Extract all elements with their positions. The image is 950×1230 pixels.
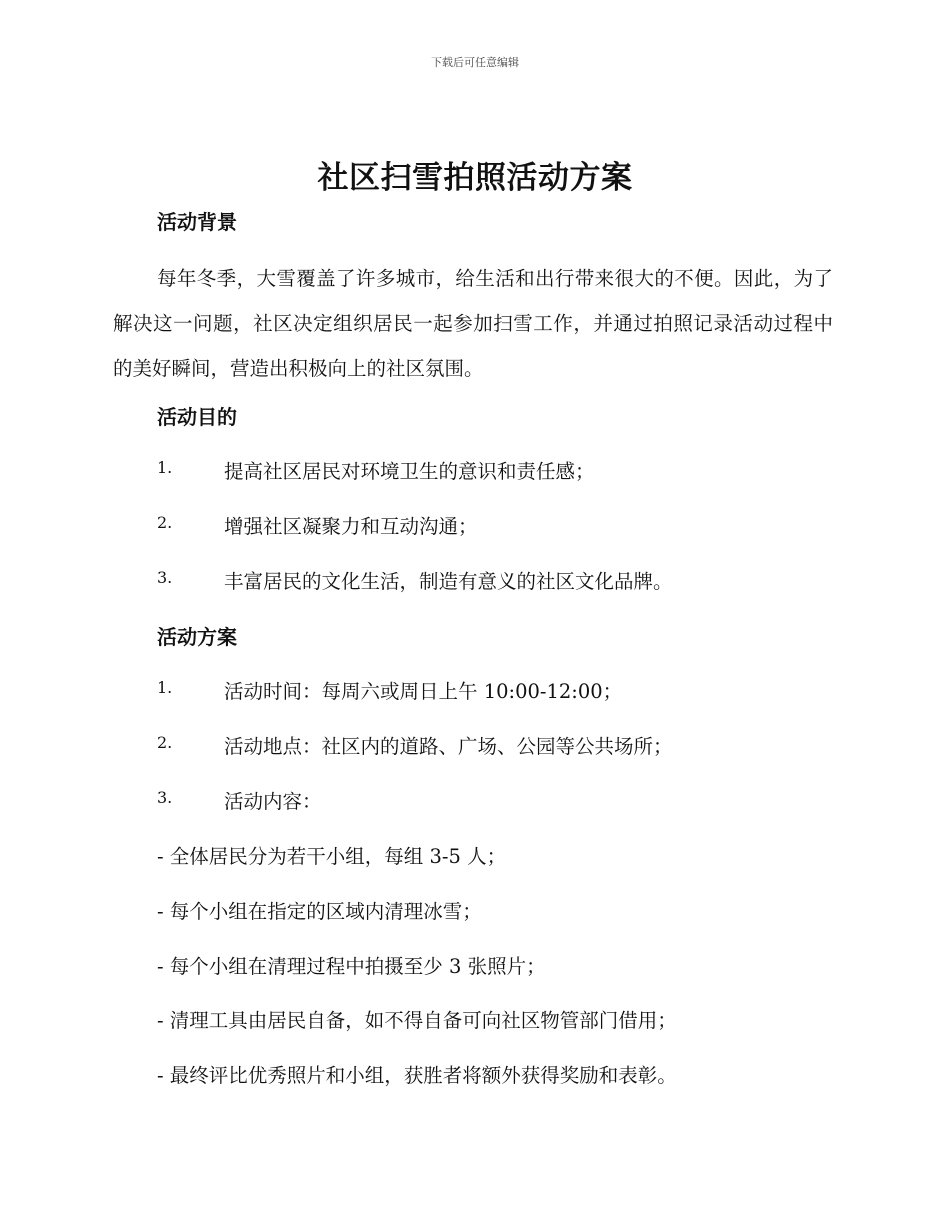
section-heading-purpose: 活动目的	[157, 405, 237, 429]
plan-detail-item: - 每个小组在指定的区域内清理冰雪；	[157, 900, 482, 923]
plan-detail-item: - 清理工具由居民自备，如不得自备可向社区物管部门借用；	[157, 1009, 677, 1032]
item-text: 丰富居民的文化生活，制造有意义的社区文化品牌。	[224, 570, 673, 593]
item-number: 3.	[157, 788, 173, 807]
item-text: 提高社区居民对环境卫生的意识和责任感；	[224, 460, 595, 483]
item-text: 活动地点：社区内的道路、广场、公园等公共场所；	[224, 735, 673, 758]
item-text: 活动内容：	[224, 790, 322, 813]
plan-detail-item: - 每个小组在清理过程中拍摄至少 3 张照片；	[157, 955, 546, 978]
page-header-note: 下载后可任意编辑	[431, 56, 519, 69]
background-paragraph: 每年冬季，大雪覆盖了许多城市，给生活和出行带来很大的不便。因此，为了解决这一问题，社区决定组织居民一起参加扫雪工作，并通过拍照记录活动过程中的美好瞬间，营造出积极向上的社区氛围。	[113, 267, 833, 380]
document-title: 社区扫雪拍照活动方案	[317, 160, 633, 196]
item-number: 2.	[157, 733, 173, 752]
item-number: 1.	[157, 678, 173, 697]
item-text: 增强社区凝聚力和互动沟通；	[224, 515, 478, 538]
plan-detail-item: - 最终评比优秀照片和小组，获胜者将额外获得奖励和表彰。	[157, 1064, 677, 1087]
item-number: 2.	[157, 513, 173, 532]
item-text: 活动时间：每周六或周日上午 10:00-12:00；	[224, 680, 623, 703]
plan-detail-item: - 全体居民分为若干小组，每组 3-5 人；	[157, 845, 507, 868]
section-heading-background: 活动背景	[157, 210, 237, 234]
item-number: 1.	[157, 458, 173, 477]
section-heading-plan: 活动方案	[157, 625, 237, 649]
item-number: 3.	[157, 568, 173, 587]
